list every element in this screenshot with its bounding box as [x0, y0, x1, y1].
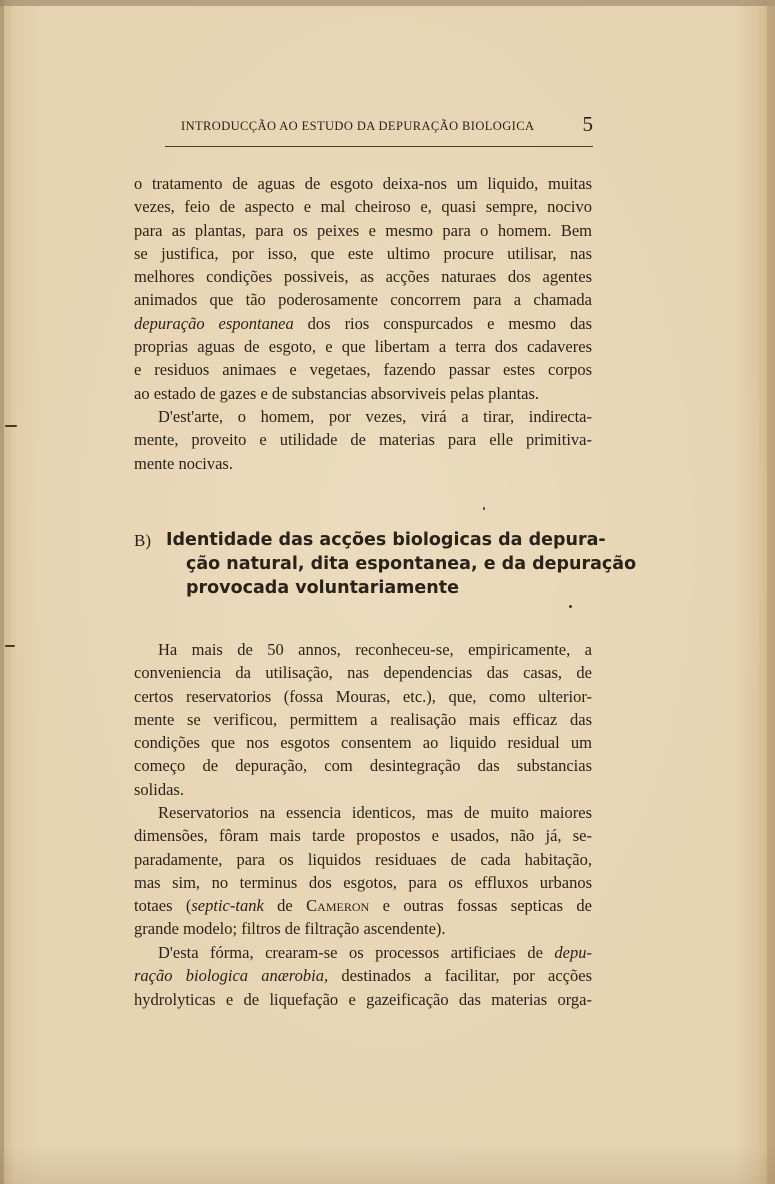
text-line: hydrolyticas e de liquefação e gazeificação das materias orga-: [134, 989, 592, 1009]
paragraph-1: [134, 172, 592, 405]
section-heading: [166, 528, 637, 600]
paper-mark: [5, 425, 17, 427]
text-line: mente nocivas.: [134, 453, 233, 473]
paragraph-2: [134, 405, 592, 475]
text-line: o tratamento de aguas de esgoto deixa-nos um liquido, muitas: [134, 174, 592, 193]
page-number: 5: [582, 112, 593, 136]
running-title: INTRODUCÇÃO AO ESTUDO DA DEPURAÇÃO BIOLOGICA: [181, 119, 535, 133]
text-line: para as plantas, para os peixes e mesmo para o homem. Bem: [134, 220, 592, 240]
page-right-edge: [767, 0, 775, 1184]
running-header: [181, 112, 593, 142]
text-line: se justifica, por isso, que este ultimo procure utilisar, nas: [134, 243, 592, 263]
text-line: mente se verificou, permittem a realisação mais efficaz das: [134, 709, 592, 729]
italic-term: septic-tank: [191, 896, 264, 916]
text-line: conveniencia da utilisação, nas dependencias das casas, de: [134, 663, 592, 683]
text-line: e residuos animaes e vegetaes, fazendo passar estes corpos: [134, 360, 592, 380]
text-line: vezes, feio de aspecto e mal cheiroso e, quasi sempre, nocivo: [134, 197, 592, 217]
text-line: melhores condições possiveis, as acções naturaes dos agentes: [134, 267, 592, 287]
section-marker: B): [134, 531, 151, 550]
text-line: Reservatorios na essencia identicos, mas de muito maiores: [158, 803, 592, 822]
page-bottom-shade: [0, 1144, 775, 1184]
paper-mark: [5, 645, 15, 647]
paragraph-3: [134, 638, 592, 801]
text-run: D'esta fórma, crearam-se os processos artificiaes de: [158, 943, 555, 962]
paper-speck: [483, 507, 485, 510]
heading-line: ção natural, dita espontanea, e da depuração: [186, 554, 637, 574]
text-run: e outras fossas septicas de: [369, 896, 592, 916]
text-line: dimensões, fôram mais tarde propostos e usados, não já, se-: [134, 826, 592, 846]
text-line: paradamente, para os liquidos residuaes de cada habitação,: [134, 849, 592, 869]
text-line: solidas.: [134, 779, 184, 799]
paragraph-4: [134, 801, 592, 941]
paragraph-5: [134, 941, 592, 1011]
text-run: totaes (: [134, 896, 192, 916]
small-caps-name: Cameron: [306, 896, 370, 916]
text-line: começo de depuração, com desintegração das substancias: [134, 756, 592, 776]
italic-term: ração biologica anærobia,: [134, 966, 329, 986]
italic-term: depuração espontanea: [134, 313, 294, 333]
text-line: certos reservatorios (fossa Mouras, etc.), que, como ulterior-: [134, 686, 592, 706]
text-line: mas sim, no terminus dos esgotos, para os effluxos urbanos: [134, 872, 592, 892]
text-line: [134, 964, 592, 987]
text-line: condições que nos esgotos consentem ao liquido residual um: [134, 733, 592, 753]
text-line: proprias aguas de esgoto, e que libertam a terra dos cadaveres: [134, 337, 592, 357]
text-line: D'est'arte, o homem, por vezes, virá a tirar, indirecta-: [158, 407, 592, 426]
page-top-edge: [0, 0, 775, 6]
text-run: dos rios conspurcados e mesmo das: [293, 313, 592, 333]
text-line: ao estado de gazes e de substancias absorviveis pelas plantas.: [134, 383, 540, 403]
text-run: de: [263, 896, 307, 916]
text-line: [134, 941, 592, 964]
text-run: destinados a facilitar, por acções: [328, 966, 592, 986]
paper-speck: [569, 605, 572, 608]
text-line: mente, proveito e utilidade de materias para elle primitiva-: [134, 430, 592, 450]
heading-line: provocada voluntariamente: [186, 578, 459, 598]
page-left-edge: [0, 0, 4, 1184]
text-line: [134, 894, 592, 917]
italic-term: depu-: [554, 943, 592, 962]
text-line: [134, 312, 592, 335]
text-line: animados que tão poderosamente concorrem para a chamada: [134, 290, 592, 310]
heading-line: Identidade das acções biologicas da depura-: [166, 530, 606, 550]
text-line: grande modelo; filtros de filtração ascendente).: [134, 919, 446, 939]
header-rule: [165, 146, 593, 147]
text-line: Ha mais de 50 annos, reconheceu-se, empiricamente, a: [158, 640, 592, 659]
